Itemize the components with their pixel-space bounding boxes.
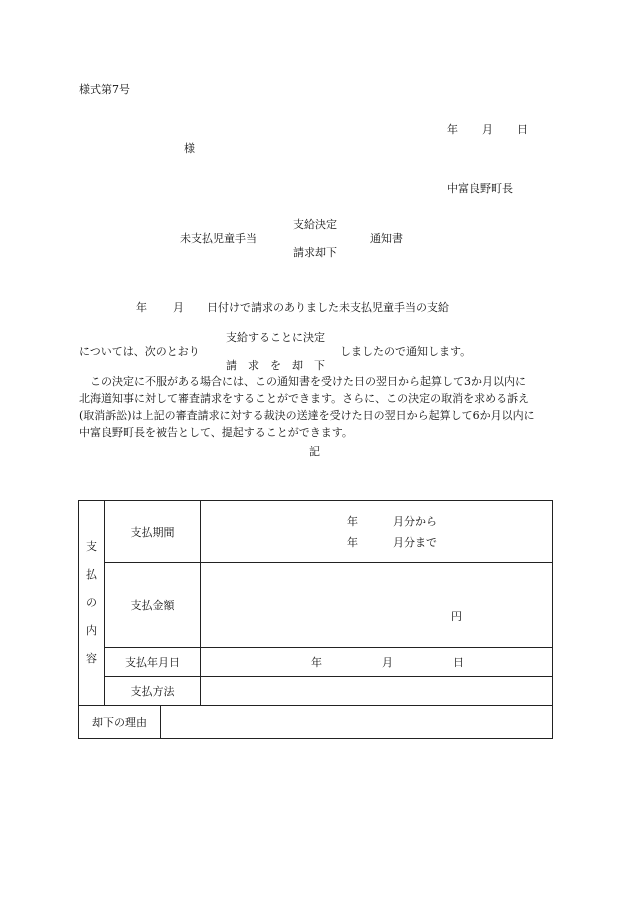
reject-reason-value-cell bbox=[161, 706, 553, 739]
amount-unit: 円 bbox=[451, 610, 462, 623]
appeal-notice: この決定に不服がある場合には、この通知書を受けた日の翌日から起算して3か月以内に北海道知事に対して審査請求をすることができます。さらに、この決定の取消を求める訴え(取消訴訟)は上記の審査請求に対する裁決の送達を受けた日の翌日から起算して6か月以内に中富良野町長を被告として、提起することができます。 bbox=[79, 375, 535, 439]
title-option-decide: 支給決定 bbox=[293, 218, 337, 231]
method-value-cell bbox=[201, 677, 553, 706]
period-label: 支払期間 bbox=[105, 501, 201, 563]
period-value-cell bbox=[201, 501, 553, 563]
amount-label: 支払金額 bbox=[105, 563, 201, 648]
period-to-text: 月分まで bbox=[393, 536, 437, 549]
date-value-cell bbox=[201, 648, 553, 677]
amount-value-cell bbox=[201, 563, 553, 648]
ki-heading: 記 bbox=[309, 445, 320, 458]
group-char: 払 bbox=[86, 568, 97, 581]
row-amount bbox=[79, 563, 553, 648]
body-option-decide: 支給することに決定 bbox=[226, 331, 325, 344]
group-char: 容 bbox=[86, 652, 97, 665]
row-method bbox=[79, 677, 553, 706]
date-label: 支払年月日 bbox=[105, 648, 201, 677]
date-day: 日 bbox=[517, 123, 528, 136]
payment-table bbox=[78, 500, 553, 739]
body-line2-prefix: については、次のとおり bbox=[79, 345, 200, 358]
body-option-reject: 請 求 を 却 下 bbox=[226, 359, 325, 372]
group-char: 支 bbox=[86, 540, 97, 553]
row-reject-reason bbox=[79, 706, 553, 739]
row-period bbox=[79, 501, 553, 563]
group-label-cell bbox=[79, 501, 105, 706]
pay-date-year: 年 bbox=[311, 656, 322, 669]
addressee-suffix: 様 bbox=[184, 142, 195, 155]
group-char: 内 bbox=[86, 624, 97, 637]
period-to-year: 年 bbox=[347, 536, 358, 549]
method-label: 支払方法 bbox=[105, 677, 201, 706]
body-year: 年 bbox=[136, 301, 147, 314]
group-char: の bbox=[86, 596, 97, 609]
date-month: 月 bbox=[482, 123, 493, 136]
pay-date-month: 月 bbox=[382, 656, 393, 669]
title-prefix: 未支払児童手当 bbox=[180, 232, 257, 245]
period-from-text: 月分から bbox=[393, 515, 437, 528]
title-option-reject: 請求却下 bbox=[293, 246, 337, 259]
body-line1-rest: 日付けで請求のありました未支払児童手当の支給 bbox=[207, 301, 449, 314]
sender-name: 中富良野町長 bbox=[447, 182, 513, 195]
row-date bbox=[79, 648, 553, 677]
date-year: 年 bbox=[447, 123, 458, 136]
title-suffix: 通知書 bbox=[370, 232, 403, 245]
body-month: 月 bbox=[173, 301, 184, 314]
form-number: 様式第7号 bbox=[79, 83, 130, 96]
period-from-year: 年 bbox=[347, 515, 358, 528]
pay-date-day: 日 bbox=[453, 656, 464, 669]
reject-reason-label: 却下の理由 bbox=[79, 706, 161, 739]
body-line2-suffix: しましたので通知します。 bbox=[340, 345, 472, 358]
